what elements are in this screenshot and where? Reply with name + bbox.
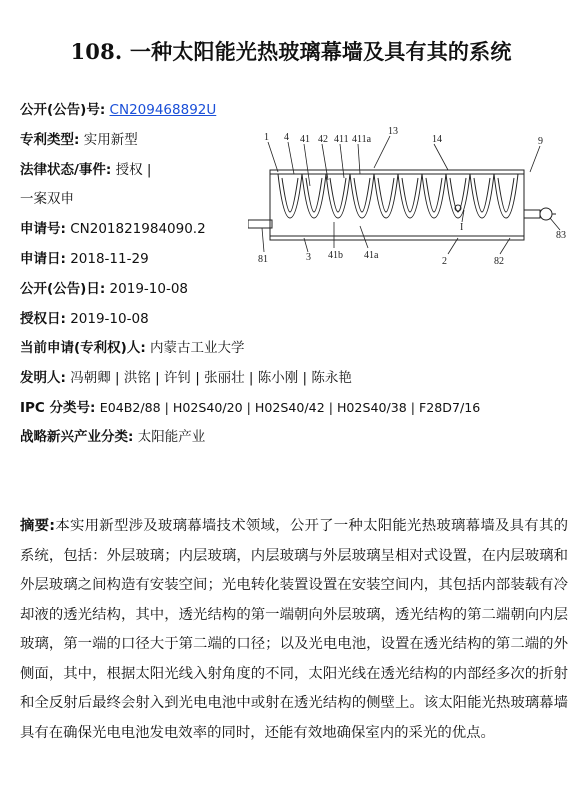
fig-label-41: 41 (300, 134, 310, 145)
applicant-label: 当前申请(专利权)人: (20, 340, 146, 356)
applicant-row (20, 338, 245, 358)
app-no-value: CN201821984090.2 (70, 221, 206, 237)
fig-label-81: 81 (258, 254, 268, 265)
status-label: 法律状态/事件: (20, 162, 112, 178)
pub-date-label: 公开(公告)日: (20, 281, 106, 297)
fig-label-83: 83 (556, 230, 566, 241)
status-row-2 (20, 189, 74, 209)
pub-date-value: 2019-10-08 (109, 281, 189, 297)
fig-label-42: 42 (318, 134, 328, 145)
abstract-text: 本实用新型涉及玻璃幕墙技术领域，公开了一种太阳能光热玻璃幕墙及具有其的系统，包括：外层玻璃；内层玻璃，内层玻璃与外层玻璃呈相对式设置，在内层玻璃和外层玻璃之间构造有安装空间；光电转化装置设置在安装空间内，其包括内部装载有冷却液的透光结构，其中，透光结构的第一端朝向外层玻璃，透光结构的第二端朝向内层玻璃，第一端的口径大于第二端的口径；以及光电电池，设置在透光结构的第二端的外侧面，其中，根据太阳光线入射角度的不同，太阳光线在透光结构的内部经多次的折射和全反射后最终会射入到光电电池中或射在透光结构的侧壁上。该太阳能光热玻璃幕墙具有在确保光电电池发电效率的同时，还能有效地确保室内的采光的优点。 (20, 518, 568, 741)
fig-label-4: 4 (284, 132, 289, 143)
grant-date-value: 2019-10-08 (70, 311, 149, 327)
fig-label-411: 411 (334, 134, 349, 145)
app-no-label: 申请号: (20, 221, 66, 237)
status-value: 授权 | (115, 162, 152, 178)
inlet-pipe-81 (248, 220, 272, 228)
type-label: 专利类型: (20, 132, 80, 148)
type-row (20, 130, 138, 150)
pub-no-row (20, 100, 216, 120)
ipc-row (20, 398, 480, 418)
pub-date-row (20, 279, 188, 299)
fig-label-14: 14 (432, 134, 442, 145)
industry-value: 太阳能产业 (137, 429, 206, 445)
ipc-value: E04B2/88 | H02S40/20 | H02S40/42 | H02S40/38 | F28D7/16 (99, 400, 481, 415)
inventor-value: 冯朝卿 | 洪铭 | 许钊 | 张丽壮 | 陈小刚 | 陈永艳 (70, 370, 352, 386)
fig-label-41a: 41a (364, 250, 379, 261)
page-title: 108. 一种太阳能光热玻璃幕墙及具有其的系统 (70, 39, 512, 64)
fig-label-82: 82 (494, 256, 504, 267)
abstract (20, 512, 568, 748)
outlet-pipe-83 (524, 210, 540, 218)
fig-label-I: I (460, 222, 464, 233)
industry-label: 战略新兴产业分类: (20, 429, 134, 445)
fig-label-3: 3 (306, 252, 311, 263)
app-no-row (20, 219, 206, 239)
status-row (20, 160, 151, 180)
applicant-value: 内蒙古工业大学 (150, 340, 245, 356)
fig-label-41b: 41b (328, 250, 343, 261)
industry-row (20, 427, 205, 447)
light-cones (278, 174, 518, 218)
ipc-label: IPC 分类号: (20, 400, 96, 416)
fig-label-411a: 411a (352, 134, 372, 145)
grant-date-label: 授权日: (20, 311, 66, 327)
app-date-row (20, 249, 149, 269)
patent-drawing (248, 126, 570, 274)
fig-label-9: 9 (538, 136, 543, 147)
type-value: 实用新型 (83, 132, 138, 148)
inventor-label: 发明人: (20, 370, 66, 386)
pub-no-link[interactable]: CN209468892U (109, 102, 217, 118)
pub-no-label: 公开(公告)号: (20, 102, 106, 118)
fig-label-1: 1 (264, 132, 269, 143)
app-date-value: 2018-11-29 (70, 251, 149, 267)
grant-date-row (20, 309, 149, 329)
fig-label-2: 2 (442, 256, 447, 267)
inventor-row (20, 368, 352, 388)
fig-label-13: 13 (388, 126, 398, 137)
status-value-2: 一案双申 (20, 191, 74, 207)
abstract-label: 摘要: (20, 518, 56, 534)
app-date-label: 申请日: (20, 251, 66, 267)
